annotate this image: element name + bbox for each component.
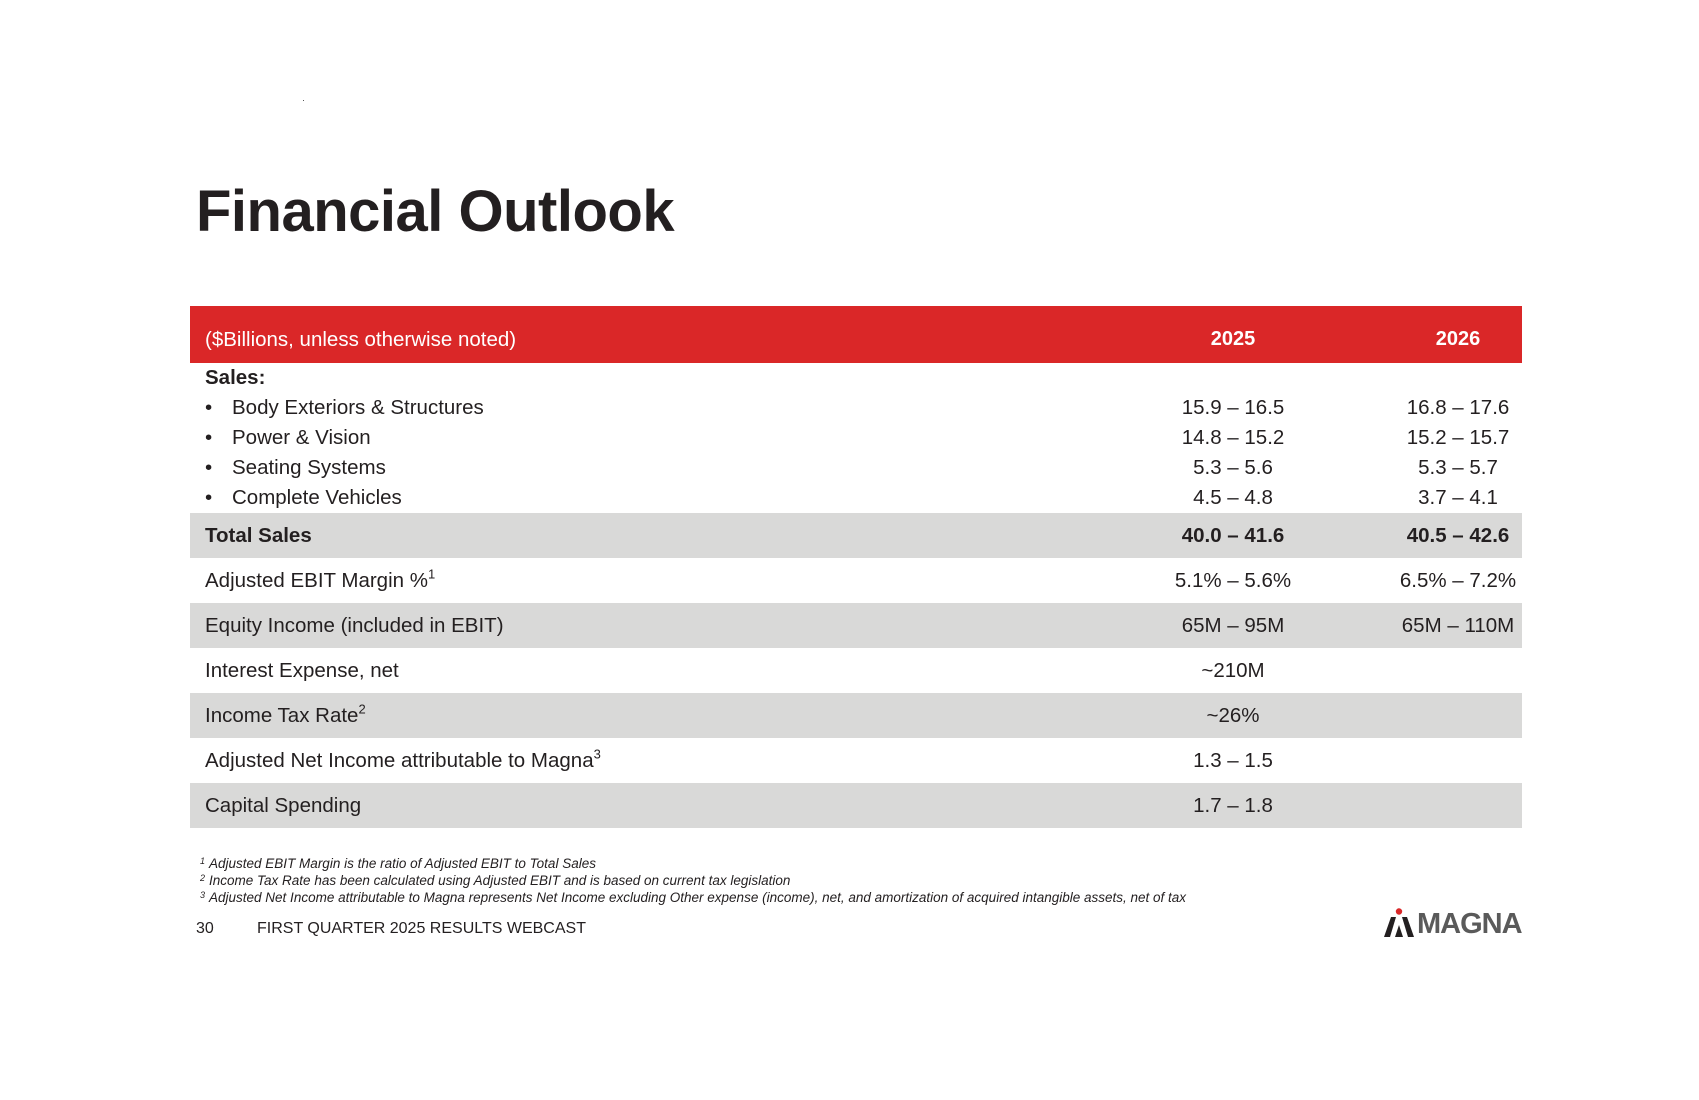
header-units-label: ($Billions, unless otherwise noted)	[205, 327, 517, 351]
financial-outlook-table	[190, 306, 1522, 828]
footnote: $^1$ Adjusted EBIT Margin is the ratio of Adjusted EBIT to Total Sales	[200, 855, 596, 871]
table-row	[190, 648, 1522, 693]
row-label: Complete Vehicles	[232, 486, 402, 509]
row-label: Adjusted EBIT Margin %	[205, 568, 428, 592]
row-label: Seating Systems	[232, 456, 386, 479]
row-label: Total Sales	[205, 523, 312, 547]
bullet-icon: •	[205, 396, 213, 419]
table-row	[190, 423, 1522, 453]
row-label: Interest Expense, net	[205, 658, 399, 682]
bullet-icon: •	[205, 486, 213, 509]
row-label: Equity Income (included in EBIT)	[205, 613, 504, 637]
bullet-icon: •	[205, 426, 213, 449]
header-year-2025: 2025	[1210, 328, 1256, 350]
footnote: $^3$ Adjusted Net Income attributable to Magna represents Net Income excluding Other expense (income), net, and amortization of acquired intangible assets, net of tax	[200, 889, 1187, 905]
row-label: Adjusted Net Income attributable to Magna	[205, 748, 594, 772]
table-row	[190, 603, 1522, 648]
row-label: Body Exteriors & Structures	[232, 396, 484, 419]
value-2026: 15.2 – 15.7	[1406, 426, 1510, 449]
value-2026: 40.5 – 42.6	[1406, 523, 1510, 547]
magna-logo-text: MAGNA	[1417, 908, 1522, 940]
bullet-icon: •	[205, 456, 213, 479]
stray-dot	[303, 100, 304, 101]
page-number: 30	[196, 920, 214, 937]
table-header-row	[190, 306, 1522, 363]
value-2025: 15.9 – 16.5	[1181, 396, 1285, 419]
value-2025: 14.8 – 15.2	[1181, 426, 1285, 449]
table-row	[190, 393, 1522, 423]
table-row	[190, 558, 1522, 603]
table-row	[190, 453, 1522, 483]
value-2025: 65M – 95M	[1181, 613, 1285, 637]
table-row	[190, 783, 1522, 828]
table-row	[190, 738, 1522, 783]
table-row	[190, 483, 1522, 513]
table-row	[190, 693, 1522, 738]
value-2026	[1358, 783, 1522, 828]
value-2026	[1358, 738, 1522, 783]
footnote-marker: 3	[593, 746, 601, 762]
value-2025: 1.7 – 1.8	[1193, 793, 1273, 817]
row-label: Income Tax Rate	[205, 703, 359, 727]
footnote-marker: 1	[427, 566, 436, 582]
sales-heading-row	[190, 363, 1522, 393]
value-2025: 1.3 – 1.5	[1193, 748, 1273, 772]
total-sales-row	[190, 513, 1522, 558]
page-title: Financial Outlook	[196, 179, 675, 244]
value-2026: 65M – 110M	[1401, 613, 1515, 637]
value-2025: 5.3 – 5.6	[1193, 456, 1273, 479]
value-2025: ~210M	[1201, 658, 1265, 682]
magna-logo-icon	[1384, 908, 1414, 938]
sales-heading: Sales:	[205, 366, 266, 389]
value-2025: 4.5 – 4.8	[1193, 486, 1273, 509]
footnote: $^2$ Income Tax Rate has been calculated using Adjusted EBIT and is based on current tax legislation	[200, 872, 791, 888]
value-2026: 5.3 – 5.7	[1418, 456, 1498, 479]
value-2025: 40.0 – 41.6	[1181, 523, 1285, 547]
value-2026	[1358, 693, 1522, 738]
value-2025: 5.1% – 5.6%	[1174, 568, 1292, 592]
value-2025: ~26%	[1206, 703, 1260, 727]
magna-logo	[1384, 906, 1522, 938]
value-2026: 16.8 – 17.6	[1406, 396, 1510, 419]
footer-title: FIRST QUARTER 2025 RESULTS WEBCAST	[257, 920, 586, 937]
row-label: Capital Spending	[205, 793, 362, 817]
value-2026: 6.5% – 7.2%	[1399, 568, 1517, 592]
footnotes	[200, 855, 1186, 906]
value-2026: 3.7 – 4.1	[1418, 486, 1498, 509]
footnote-marker: 2	[358, 701, 366, 717]
header-year-2026: 2026	[1435, 328, 1481, 350]
row-label: Power & Vision	[232, 426, 371, 449]
value-2026	[1358, 648, 1522, 693]
